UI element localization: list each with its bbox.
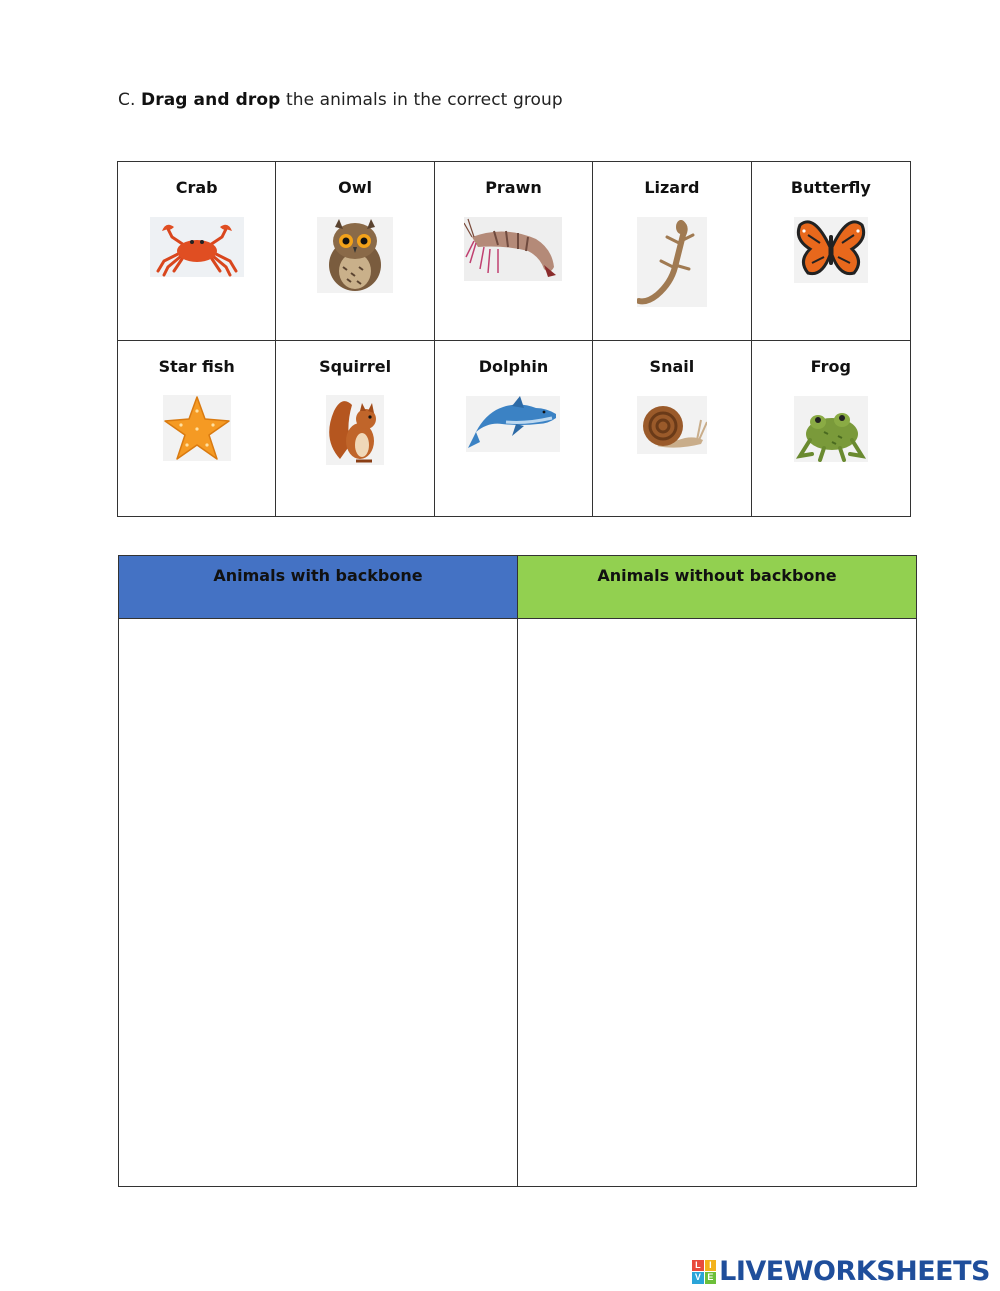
- owl-icon: [317, 217, 393, 293]
- animal-label: Prawn: [485, 178, 542, 197]
- lizard-icon: [637, 217, 707, 307]
- animal-label: Owl: [338, 178, 373, 197]
- dolphin-icon: [466, 396, 560, 452]
- liveworksheets-brand: [692, 1256, 990, 1287]
- animal-label: Dolphin: [478, 357, 549, 376]
- animal-label: Star fish: [158, 357, 235, 376]
- prawn-icon: [464, 217, 562, 281]
- starfish-icon: [163, 395, 231, 461]
- squirrel-icon: [326, 395, 384, 465]
- animal-card-squirrel[interactable]: [276, 341, 434, 516]
- frog-icon: [794, 396, 868, 462]
- crab-icon: [150, 217, 244, 277]
- animal-card-grid: [117, 161, 911, 517]
- animal-card-starfish[interactable]: [118, 341, 276, 516]
- animal-card-dolphin[interactable]: [435, 341, 593, 516]
- instruction-prefix: C.: [118, 90, 136, 110]
- animal-label: Lizard: [644, 178, 700, 197]
- snail-icon: [637, 396, 707, 454]
- header-with-backbone: Animals with backbone: [119, 556, 518, 619]
- butterfly-icon: [794, 217, 868, 283]
- animal-card-crab[interactable]: [118, 162, 276, 341]
- animal-card-lizard[interactable]: [593, 162, 751, 341]
- animal-label: Frog: [810, 357, 851, 376]
- animal-card-frog[interactable]: [752, 341, 910, 516]
- animal-card-butterfly[interactable]: [752, 162, 910, 341]
- animal-card-owl[interactable]: [276, 162, 434, 341]
- animal-label: Snail: [649, 357, 695, 376]
- animal-label: Crab: [175, 178, 218, 197]
- animal-card-prawn[interactable]: [435, 162, 593, 341]
- animal-label: Butterfly: [790, 178, 871, 197]
- animal-card-snail[interactable]: [593, 341, 751, 516]
- drop-zone-without-backbone[interactable]: [518, 619, 916, 1186]
- instruction-text: [118, 90, 563, 110]
- brand-wordmark: LIVEWORKSHEETS: [719, 1256, 990, 1287]
- drop-zone-with-backbone[interactable]: [119, 619, 518, 1186]
- sorting-table: [118, 555, 917, 1187]
- instruction-bold: Drag and drop: [141, 90, 281, 110]
- animal-label: Squirrel: [319, 357, 392, 376]
- liveworksheets-logo-icon: L I V E: [692, 1260, 716, 1284]
- instruction-rest: the animals in the correct group: [285, 90, 563, 110]
- header-without-backbone: Animals without backbone: [518, 556, 916, 619]
